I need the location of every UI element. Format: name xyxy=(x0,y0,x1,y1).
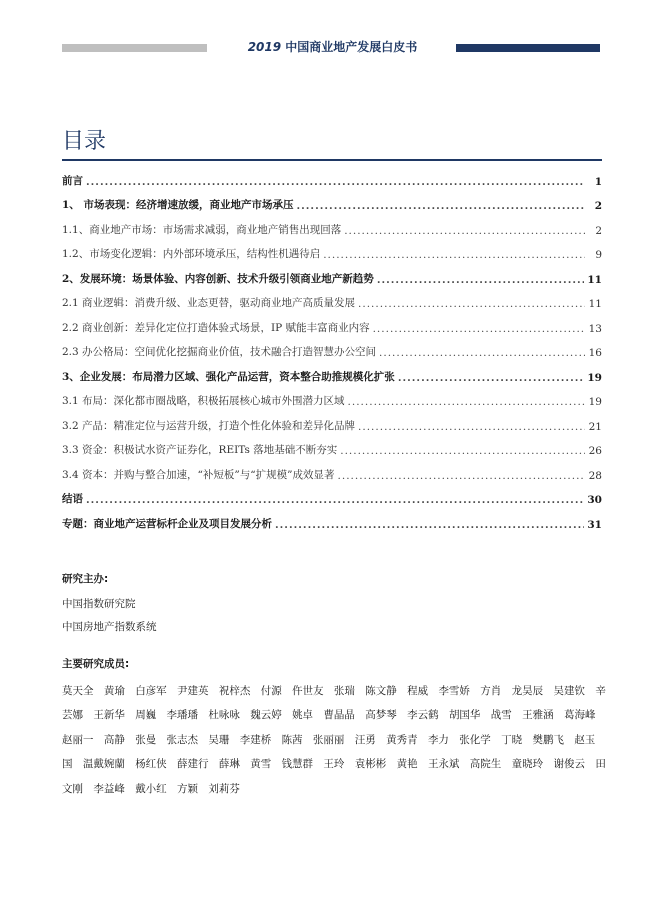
header-bar-left xyxy=(62,44,207,52)
toc-leader-dots xyxy=(377,274,585,286)
toc-entry-page: 2 xyxy=(594,200,602,212)
toc-entry[interactable] xyxy=(62,408,602,433)
toc-entry-page: 28 xyxy=(588,469,602,482)
toc-leader-dots xyxy=(323,249,585,261)
toc-leader-dots xyxy=(296,200,585,212)
toc-leader-dots xyxy=(348,396,585,408)
toc-leader-dots xyxy=(373,323,585,335)
toc-entry-page: 2 xyxy=(595,224,602,237)
toc-entry-label: 专题：商业地产运营标杆企业及项目发展分析 xyxy=(62,517,272,530)
toc-entry[interactable] xyxy=(62,237,602,262)
toc-entry-label: 2.3 办公格局：空间优化挖掘商业价值，技术融合打造智慧办公空间 xyxy=(62,346,377,358)
member-name: 温戴婉蘭 xyxy=(82,758,125,771)
toc-leader-dots xyxy=(275,519,584,531)
member-name: 杨红侠 xyxy=(135,758,167,771)
member-name: 王新华 xyxy=(93,709,125,722)
toc-entry-page: 11 xyxy=(587,273,602,286)
sponsor-2: 中国房地产指数系统 xyxy=(62,621,157,633)
toc-entry[interactable] xyxy=(62,457,602,482)
header-bar-right xyxy=(456,44,600,52)
member-name: 杜咏咏 xyxy=(208,709,240,722)
toc-entry[interactable] xyxy=(62,506,602,531)
member-name: 张丽丽 xyxy=(312,733,345,746)
member-name: 吴建钦 xyxy=(553,685,585,697)
toc-entry[interactable] xyxy=(62,335,602,360)
member-name: 祝梓杰 xyxy=(218,685,251,697)
member-name: 高静 xyxy=(103,733,125,746)
toc-entry-label: 2.2 商业创新：差异化定位打造体验式场景，IP 赋能丰富商业内容 xyxy=(62,321,370,334)
member-name: 仵世友 xyxy=(292,685,324,697)
member-name: 李益峰 xyxy=(93,782,125,795)
member-name: 黄秀青 xyxy=(386,733,418,746)
toc-entry-page: 21 xyxy=(588,420,602,433)
member-name: 尹建英 xyxy=(177,685,209,697)
member-name: 陈文静 xyxy=(365,685,397,697)
member-name: 薛建行 xyxy=(177,758,209,771)
member-name: 张志杰 xyxy=(166,733,199,746)
toc-entry-label: 1.2、市场变化逻辑：内外部环境承压，结构性机遇待启 xyxy=(62,248,321,260)
member-name: 姚卓 xyxy=(292,709,314,722)
toc-entry-page: 26 xyxy=(588,445,602,457)
member-name: 李建桥 xyxy=(239,733,272,746)
toc-entry-page: 13 xyxy=(588,322,602,335)
member-name: 王雅涵 xyxy=(522,709,554,722)
toc-leader-dots xyxy=(338,470,585,482)
toc-leader-dots xyxy=(398,372,585,384)
toc-entry-label: 3.4 资本：并购与整合加速，“补短板”与“扩规模”成效显著 xyxy=(62,468,335,481)
member-name: 白彦军 xyxy=(135,685,167,697)
member-name: 程威 xyxy=(407,685,429,697)
toc-entry-label: 2.1 商业逻辑：消费升级、业态更替，驱动商业地产高质量发展 xyxy=(62,297,356,309)
toc-entry-label: 3.3 资金：积极试水资产证券化，REITs 落地基础不断夯实 xyxy=(62,444,338,456)
toc-entry[interactable] xyxy=(62,261,602,286)
toc-entry-label: 前言 xyxy=(62,174,83,187)
member-name: 戴小红 xyxy=(135,782,167,795)
member-name: 李力 xyxy=(427,733,449,746)
toc-entry[interactable] xyxy=(62,286,602,311)
toc-entry[interactable] xyxy=(62,433,602,458)
member-name: 战雪 xyxy=(490,709,512,722)
toc-entry-page: 11 xyxy=(588,298,602,310)
toc-entry-label: 1、 市场表现：经济增速放缓，商业地产市场承压 xyxy=(62,199,294,211)
toc-leader-dots xyxy=(379,347,585,359)
member-name: 张瑞 xyxy=(333,685,355,697)
members-list xyxy=(62,679,607,801)
toc-leader-dots xyxy=(340,445,585,457)
toc-entry[interactable] xyxy=(62,212,602,237)
member-name: 钱慧群 xyxy=(281,758,314,771)
toc-entry-label: 2、发展环境：场景体验、内容创新、技术升级引领商业地产新趋势 xyxy=(62,272,374,285)
member-name: 周巍 xyxy=(135,709,157,722)
member-name: 曹晶晶 xyxy=(323,709,355,722)
members-label: 主要研究成员: xyxy=(62,658,130,670)
member-name: 张曼 xyxy=(135,733,157,746)
member-name: 李云鹤 xyxy=(407,709,439,722)
member-name: 方颖 xyxy=(177,782,199,795)
member-name: 王玲 xyxy=(323,758,345,771)
member-name: 袁彬彬 xyxy=(354,758,387,771)
toc-title-rule xyxy=(62,159,602,161)
member-name: 胡国华 xyxy=(448,709,481,722)
toc-leader-dots xyxy=(358,421,585,433)
member-name: 黄雪 xyxy=(250,758,272,771)
member-name: 薛琳 xyxy=(218,758,240,771)
toc-entry-label: 1.1、商业地产市场：市场需求减弱，商业地产销售出现回落 xyxy=(62,223,342,236)
member-name: 樊鹏飞 xyxy=(532,733,564,746)
toc-entry[interactable] xyxy=(62,163,602,188)
member-name: 莫天全 xyxy=(62,685,94,697)
member-name: 刘莉芬 xyxy=(208,782,240,795)
member-name: 高梦琴 xyxy=(365,709,397,722)
toc-entry-page: 1 xyxy=(594,175,602,188)
member-name: 辛芸娜 xyxy=(62,685,606,722)
toc-entry-page: 19 xyxy=(588,396,602,408)
toc-entry[interactable] xyxy=(62,482,602,507)
member-name: 付源 xyxy=(260,685,282,697)
toc-title: 目录 xyxy=(62,129,107,154)
member-name: 黄瑜 xyxy=(103,685,125,697)
toc-entry[interactable] xyxy=(62,359,602,384)
toc-entry[interactable] xyxy=(62,188,602,213)
member-name: 李雪娇 xyxy=(438,685,470,697)
member-name: 田文刚 xyxy=(62,758,606,795)
member-name: 赵玉国 xyxy=(62,733,596,771)
toc-entry-label: 3.1 布局：深化都市圈战略，积极拓展核心城市外围潜力区域 xyxy=(62,395,345,407)
header-year: 2019 xyxy=(247,40,282,54)
member-name: 魏云婷 xyxy=(250,709,282,722)
sponsor-label: 研究主办: xyxy=(62,573,109,585)
toc-entry-page: 16 xyxy=(588,347,602,359)
toc-entry[interactable] xyxy=(62,384,602,409)
toc-leader-dots xyxy=(86,494,584,506)
toc-entry[interactable] xyxy=(62,310,602,335)
member-name: 王永斌 xyxy=(427,758,460,771)
member-name: 陈茜 xyxy=(281,733,303,746)
member-name: 方肖 xyxy=(480,685,502,697)
member-name: 童晓玲 xyxy=(511,758,544,771)
toc-entry-label: 结语 xyxy=(62,493,83,505)
member-name: 高院生 xyxy=(469,758,502,771)
header-title-text: 中国商业地产发展白皮书 xyxy=(285,40,418,54)
member-name: 汪勇 xyxy=(354,733,376,746)
toc-leader-dots xyxy=(86,176,585,188)
member-name: 张化学 xyxy=(459,733,491,746)
toc-leader-dots xyxy=(358,298,585,310)
sponsor-1: 中国指数研究院 xyxy=(62,598,136,610)
member-name: 丁晓 xyxy=(501,733,523,746)
toc-leader-dots xyxy=(344,225,585,237)
member-name: 李璠璠 xyxy=(166,709,199,722)
toc-entry-page: 19 xyxy=(587,371,602,384)
toc-entry-page: 9 xyxy=(595,249,602,261)
toc-entry-page: 31 xyxy=(587,518,602,531)
member-name: 葛海峰 xyxy=(563,709,596,722)
member-name: 龙昊辰 xyxy=(511,685,544,697)
member-name: 谢俊云 xyxy=(553,758,585,771)
member-name: 黄艳 xyxy=(396,758,418,771)
toc-entry-page: 30 xyxy=(587,494,602,506)
toc-entry-label: 3.2 产品：精准定位与运营升级，打造个性化体验和差异化品牌 xyxy=(62,419,356,432)
toc-entry-label: 3、企业发展：布局潜力区域、强化产品运营，资本整合助推规模化扩张 xyxy=(62,370,395,383)
member-name: 赵丽一 xyxy=(62,733,94,746)
member-name: 吴珊 xyxy=(208,733,230,746)
table-of-contents xyxy=(62,163,602,531)
header-title xyxy=(215,38,450,55)
